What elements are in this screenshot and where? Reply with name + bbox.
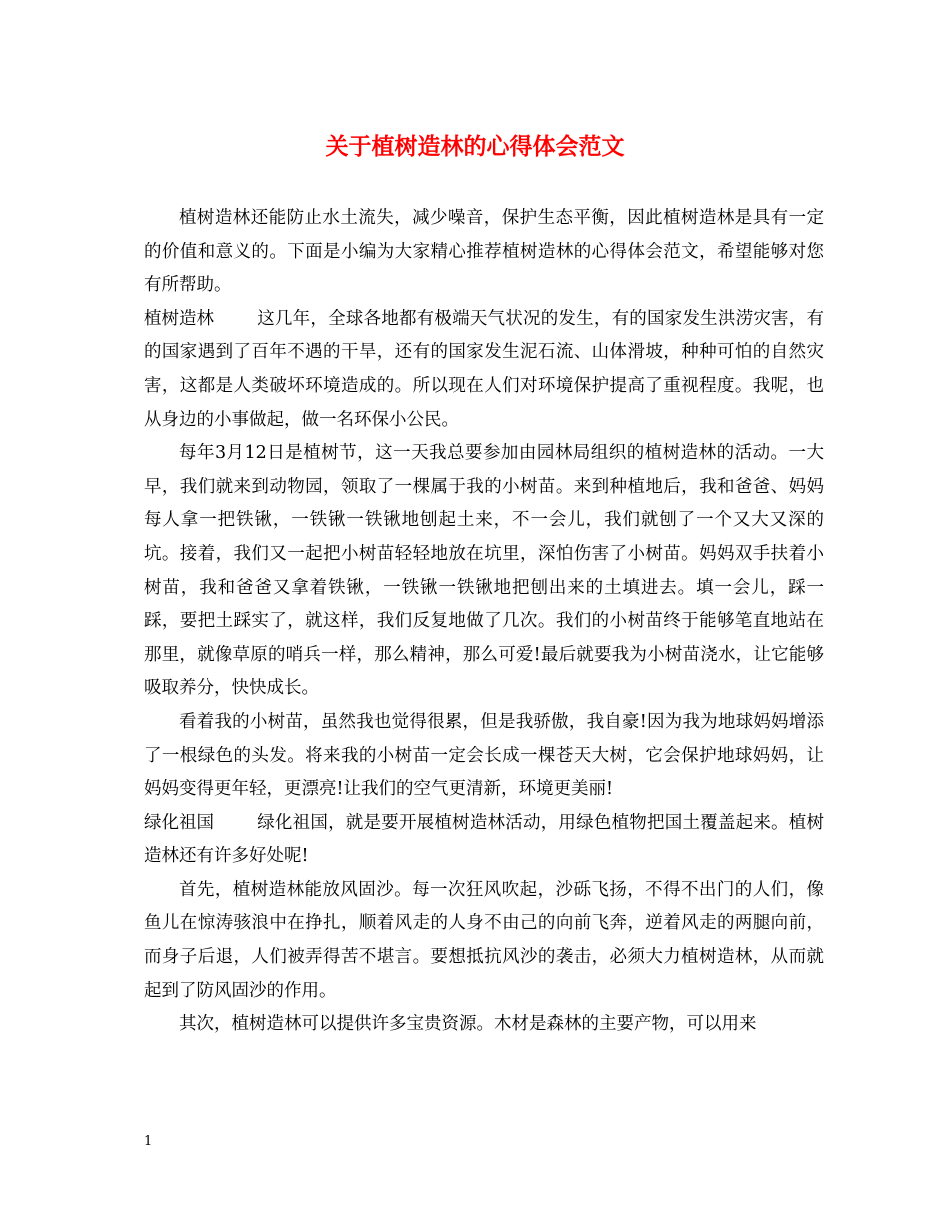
body-paragraph-resources: 其次，植树造林可以提供许多宝贵资源。木材是森林的主要产物，可以用来: [179, 1014, 757, 1035]
document-body: [144, 202, 824, 1042]
section-label-tree-planting: 植树造林: [144, 308, 214, 329]
document-title: 关于植树造林的心得体会范文: [325, 133, 625, 160]
section-paragraph-tree-planting: [144, 303, 824, 437]
section-label-greening: 绿化祖国: [144, 812, 214, 833]
body-paragraph-windbreak: 首先，植树造林能放风固沙。每一次狂风吹起，沙砾飞扬，不得不出门的人们，像鱼儿在惊涛骇浪中在挣扎，顺着风走的人身不由己的向前飞奔，逆着风走的两腿向前，而身子后退，人们被弄得苦不堪言。要想抵抗风沙的袭击，必须大力植树造林，从而就起到了防风固沙的作用。: [144, 879, 824, 1001]
intro-paragraph: 植树造林还能防止水土流失，减少噪音，保护生态平衡，因此植树造林是具有一定的价值和意义的。下面是小编为大家精心推荐植树造林的心得体会范文，希望能够对您有所帮助。: [144, 208, 824, 296]
section-paragraph-greening: [144, 807, 824, 874]
section-text-greening: 绿化祖国，就是要开展植树造林活动，用绿色植物把国土覆盖起来。植树造林还有许多好处呢!: [144, 812, 824, 867]
body-paragraph-pride: 看着我的小树苗，虽然我也觉得很累，但是我骄傲，我自豪!因为我为地球妈妈增添了一根绿色的头发。将来我的小树苗一定会长成一棵苍天大树，它会保护地球妈妈，让妈妈变得更年轻，更漂亮!让我们的空气更清新，环境更美丽!: [144, 711, 824, 800]
page-number: 1: [144, 1134, 153, 1149]
body-paragraph-arbor-day: 每年3月12日是植树节，这一天我总要参加由园林局组织的植树造林的活动。一大早，我们就来到动物园，领取了一棵属于我的小树苗。来到种植地后，我和爸爸、妈妈每人拿一把铁锹，一铁锹一铁锹地刨起土来，不一会儿，我们就刨了一个又大又深的坑。接着，我们又一起把小树苗轻轻地放在坑里，深怕伤害了小树苗。妈妈双手扶着小树苗，我和爸爸又拿着铁锹，一铁锹一铁锹地把刨出来的土填进去。填一会儿，踩一踩，要把土踩实了，就这样，我们反复地做了几次。我们的小树苗终于能够笔直地站在那里，就像草原的哨兵一样，那么精神，那么可爱!最后就要我为小树苗浇水，让它能够吸取养分，快快成长。: [144, 443, 824, 699]
section-text-tree-planting: 这几年，全球各地都有极端天气状况的发生，有的国家发生洪涝灾害，有的国家遇到了百年不遇的干旱，还有的国家发生泥石流、山体滑坡，种种可怕的自然灾害，这都是人类破坏环境造成的。所以现在人们对环境保护提高了重视程度。我呢，也从身边的小事做起，做一名环保小公民。: [144, 308, 824, 430]
